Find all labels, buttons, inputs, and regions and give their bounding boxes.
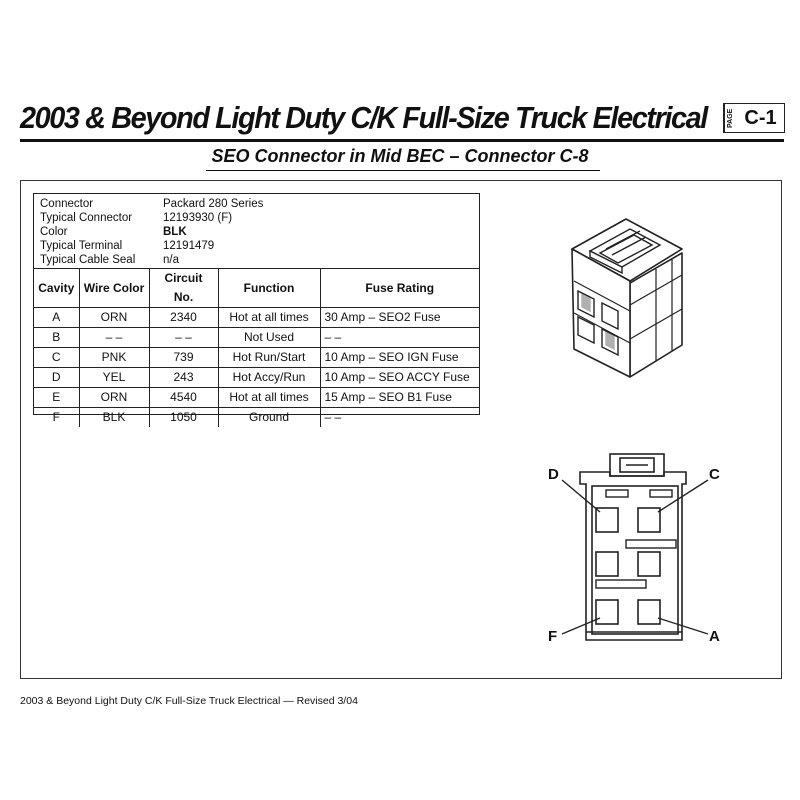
cell-function: Hot at all times [218, 308, 320, 328]
page-indicator [723, 103, 785, 133]
header-function: Function [218, 269, 320, 308]
connector-spec-panel [33, 193, 480, 424]
info-label-color: Color [40, 226, 68, 238]
cell-circuit-no: 4540 [149, 388, 218, 408]
cell-wire-color: BLK [79, 408, 149, 428]
info-value-cable-seal: n/a [163, 254, 179, 266]
cavity-label-c: C [709, 466, 720, 483]
table-row [34, 348, 479, 368]
cavity-label-a: A [709, 628, 720, 645]
title-rule [20, 139, 784, 142]
cell-cavity: B [34, 328, 79, 348]
table-header-row [34, 269, 479, 308]
cavity-label-f: F [548, 628, 558, 645]
cell-cavity: D [34, 368, 79, 388]
info-value-typical-connector: 12193930 (F) [163, 212, 233, 224]
connector-isometric-drawing [560, 205, 720, 395]
cell-function: Hot Run/Start [218, 348, 320, 368]
cell-circuit-no: 2340 [149, 308, 218, 328]
page-number: C-1 [744, 107, 777, 129]
cell-wire-color: PNK [79, 348, 149, 368]
cell-wire-color: ORN [79, 308, 149, 328]
cell-wire-color: – – [79, 328, 149, 348]
cell-circuit-no: 243 [149, 368, 218, 388]
cell-function: Ground [218, 408, 320, 428]
cavity-label-d: D [548, 466, 559, 483]
cell-circuit-no: 1050 [149, 408, 218, 428]
cell-circuit-no: – – [149, 328, 218, 348]
cell-function: Hot at all times [218, 388, 320, 408]
table-row [34, 308, 479, 328]
info-label-typical-connector: Typical Connector [40, 212, 133, 224]
info-label-cable-seal: Typical Cable Seal [40, 254, 136, 266]
page-word: PAGE [724, 104, 737, 132]
table-row [34, 368, 479, 388]
cell-cavity: E [34, 388, 79, 408]
page-footer: 2003 & Beyond Light Duty C/K Full-Size Truck Electrical — Revised 3/04 [20, 695, 358, 707]
cell-function: Hot Accy/Run [218, 368, 320, 388]
info-label-typical-terminal: Typical Terminal [40, 240, 123, 252]
cell-wire-color: ORN [79, 388, 149, 408]
cell-fuse-rating: – – [320, 328, 479, 348]
cavity-c [638, 508, 660, 532]
cell-fuse-rating: – – [320, 408, 479, 428]
cavity-f [596, 600, 618, 624]
connector-subtitle: SEO Connector in Mid BEC – Connector C-8 [211, 146, 589, 166]
header-cavity: Cavity [34, 269, 79, 308]
table-row [34, 328, 479, 348]
info-value-typical-terminal: 12191479 [163, 240, 215, 252]
header-wire-color: Wire Color [79, 269, 149, 308]
table-row [34, 408, 479, 428]
header-circuit-no: Circuit No. [149, 269, 218, 308]
cavity-table [34, 269, 479, 427]
cell-function: Not Used [218, 328, 320, 348]
info-value-color: BLK [163, 226, 187, 238]
cell-fuse-rating: 30 Amp – SEO2 Fuse [320, 308, 479, 328]
cell-fuse-rating: 15 Amp – SEO B1 Fuse [320, 388, 479, 408]
connector-info [34, 194, 479, 269]
cell-fuse-rating: 10 Amp – SEO IGN Fuse [320, 348, 479, 368]
cell-cavity: F [34, 408, 79, 428]
subtitle-underline [206, 170, 600, 171]
cavity-a [638, 600, 660, 624]
cavity-e [596, 552, 618, 576]
info-label-connector: Connector [40, 198, 94, 210]
page-title: 2003 & Beyond Light Duty C/K Full-Size Truck Electrical [20, 100, 707, 135]
cell-circuit-no: 739 [149, 348, 218, 368]
header-fuse-rating: Fuse Rating [320, 269, 479, 308]
table-row [34, 388, 479, 408]
cell-cavity: C [34, 348, 79, 368]
cavity-b [638, 552, 660, 576]
cell-fuse-rating: 10 Amp – SEO ACCY Fuse [320, 368, 479, 388]
cell-cavity: A [34, 308, 79, 328]
cell-wire-color: YEL [79, 368, 149, 388]
info-value-connector: Packard 280 Series [163, 198, 264, 210]
